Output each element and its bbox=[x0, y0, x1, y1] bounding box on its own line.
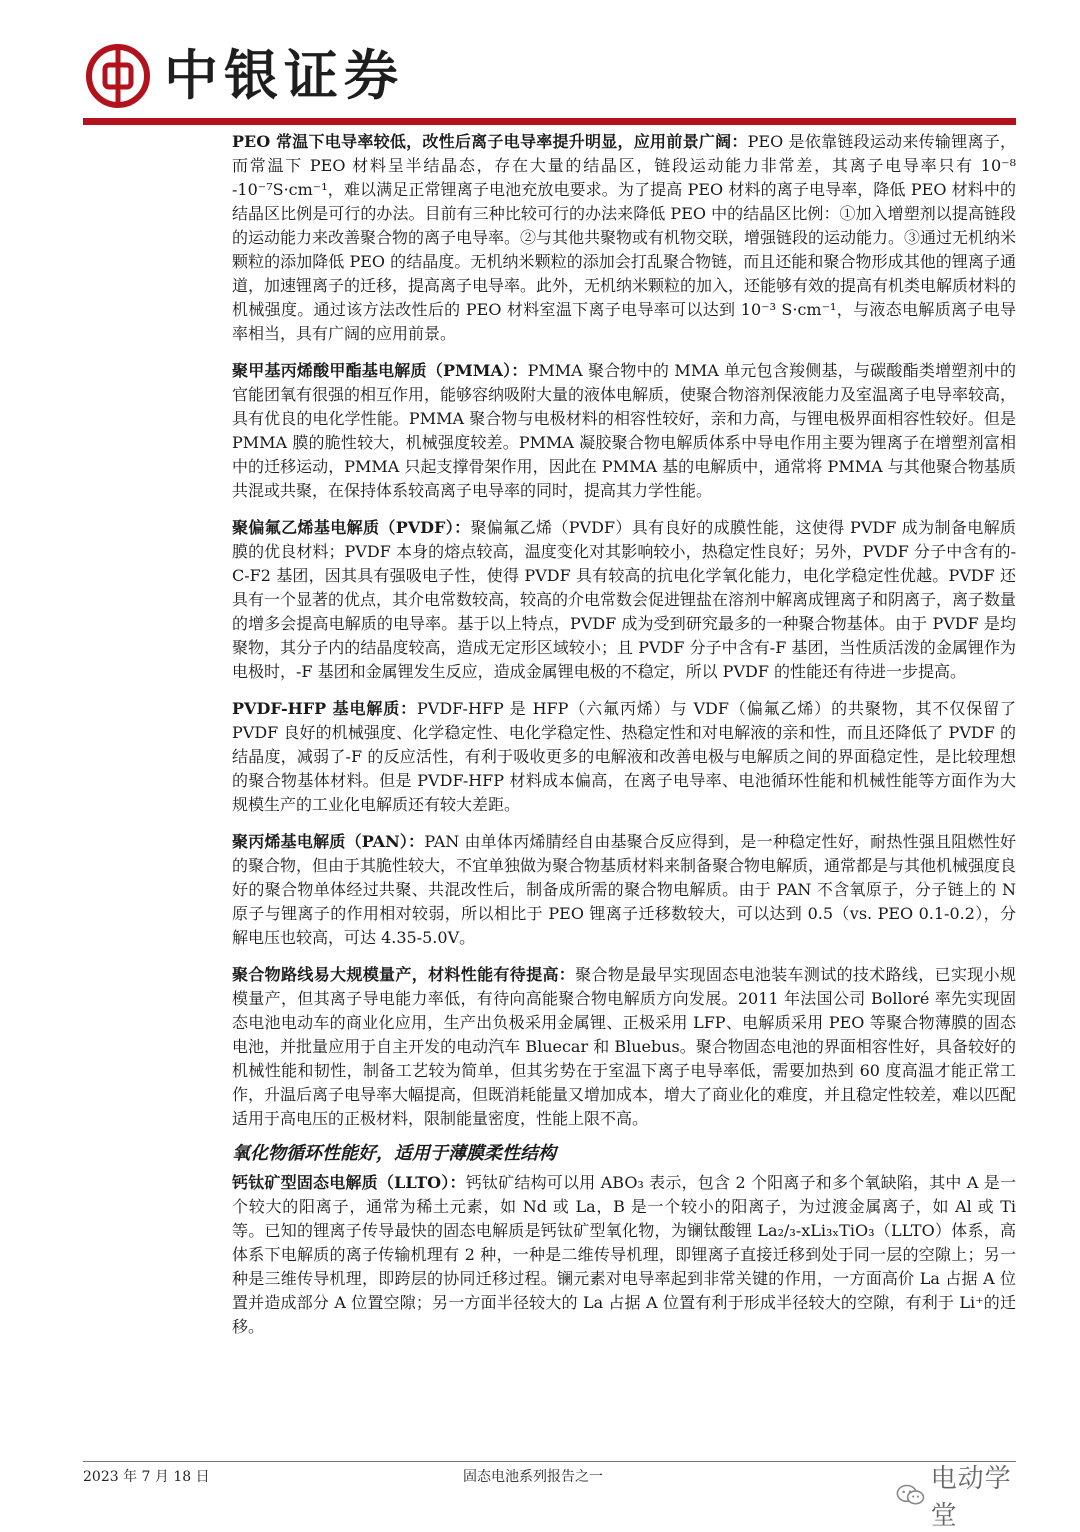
paragraph-pan bbox=[232, 830, 1016, 950]
paragraph-lead: PEO 常温下电导率较低，改性后离子电导率提升明显，应用前景广阔： bbox=[232, 132, 748, 151]
paragraph-text: 聚合物是最早实现固态电池装车测试的技术路线，已实现小规模量产，但其离子导电能力率低，有待向高能聚合物电解质方向发展。2011 年法国公司 Bolloré 率先实现固态电池电动车的商业化应用，生产出负极采用金属锂、正极采用 LFP、电解质采用 PEO 等聚合物薄膜的固态电池，并批量应用于自主开发的电动汽车 Bluecar 和 Bluebus。聚合物固态电池的界面相容性好，具备较好的机械性能和韧性，制备工艺较为简单，但其劣势在于室温下离子电导率低，需要加热到 60 度高温才能正常工作，升温后离子电导率大幅提高，但既消耗能量又增加成本，增大了商业化的难度，并且稳定性较差，难以匹配适用于高电压的正极材料，限制能量密度，性能上限不高。 bbox=[232, 965, 1017, 1128]
paragraph-lead: 聚偏氟乙烯基电解质（PVDF）： bbox=[232, 518, 471, 537]
paragraph-text: 钙钛矿结构可以用 ABO₃ 表示，包含 2 个阳离子和多个氧缺陷，其中 A 是一个较大的阳离子，通常为稀土元素，如 Nd 或 La，B 是一个较小的阳离子，为过渡金属离子，如 Al 或 Ti 等。已知的锂离子传导最快的固态电解质是钙钛矿型氧化物，为镧钛酸锂 La₂/₃-xLi₃ₓTiO₃（LLTO）体系，高体系下电解质的离子传输机理有 2 种，一种是二维传导机理，即锂离子直接迁移到处于同一层的空隙上；另一种是三维传导机理，即跨层的协同迁移过程。镧元素对电导率起到非常关键的作用，一方面高价 La 占据 A 位置并造成部分 A 位置空隙；另一方面半径较大的 La 占据 A 位置有利于形成半径较大的空隙，有利于 Li⁺的迁移。 bbox=[232, 1173, 1016, 1336]
paragraph-lead: 聚甲基丙烯酸甲酯基电解质（PMMA）： bbox=[232, 361, 528, 380]
brand-name: 中银证券 bbox=[164, 44, 404, 107]
page-footer bbox=[83, 1464, 1016, 1531]
paragraph-text: PMMA 聚合物中的 MMA 单元包含羧侧基，与碳酸酯类增塑剂中的官能团氧有很强的相互作用，能够容纳吸附大量的液体电解质，使聚合物溶剂保液能力及室温离子电导率较高，具有优良的电化学性能。PMMA 聚合物与电极材料的相容性较好，亲和力高，与锂电极界面相容性较好。但是 PMMA 膜的脆性较大，机械强度较差。PMMA 凝胶聚合物电解质体系中导电作用主要为锂离子在增塑剂富相中的迁移运动，PMMA 只起支撑骨架作用，因此在 PMMA 基的电解质中，通常将 PMMA 与其他聚合物基质共混或共聚，在保持体系较高离子电导率的同时，提高其力学性能。 bbox=[232, 361, 1017, 500]
report-body bbox=[232, 130, 1016, 1352]
paragraph-text: PAN 由单体丙烯腈经自由基聚合反应得到，是一种稳定性好，耐热性强且阻燃性好的聚合物，但由于其脆性较大，不宜单独做为聚合物基质材料来制备聚合物电解质，通常都是与其他机械强度良好的聚合物单体经过共聚、共混改性后，制备成所需的聚合物电解质。由于 PAN 不含氧原子，分子链上的 N 原子与锂离子的作用相对较弱，所以相比于 PEO 锂离子迁移数较大，可以达到 0.5（vs. PEO 0.1-0.2），分解电压也较高，可达 4.35-5.0V。 bbox=[232, 832, 1017, 947]
paragraph-lead: 聚合物路线易大规模量产，材料性能有待提高： bbox=[232, 965, 576, 984]
paragraph-polymer-summary bbox=[232, 963, 1016, 1131]
brand-logo bbox=[86, 44, 404, 108]
footer-divider bbox=[83, 1461, 1016, 1462]
paragraph-text: PEO 是依靠链段运动来传输锂离子，而常温下 PEO 材料呈半结晶态，存在大量的结晶区，链段运动能力非常差，其离子电导率只有 10⁻⁸ -10⁻⁷S·cm⁻¹，难以满足正常锂离子电池充放电要求。为了提高 PEO 材料的离子电导率，降低 PEO 材料中的结晶区比例是可行的办法。目前有三种比较可行的办法来降低 PEO 中的结晶区比例：①加入增塑剂以提高链段的运动能力来改善聚合物的离子电导率。②与其他共聚物或有机物交联，增强链段的运动能力。③通过无机纳米颗粒的添加降低 PEO 的结晶度。无机纳米颗粒的添加会打乱聚合物链，而且还能和聚合物形成其他的锂离子通道，加速锂离子的迁移，提高离子电导率。此外，无机纳米颗粒的加入，还能够有效的提高有机类电解质材料的机械强度。通过该方法改性后的 PEO 材料室温下离子电导率可以达到 10⁻³ S·cm⁻¹，与液态电解质离子电导率相当，具有广阔的应用前景。 bbox=[232, 132, 1017, 343]
paragraph-lead: 聚丙烯基电解质（PAN）： bbox=[232, 832, 425, 851]
wechat-icon bbox=[895, 1480, 927, 1510]
header-divider bbox=[83, 118, 1016, 125]
page-header bbox=[0, 0, 1080, 130]
paragraph-lead: 钙钛矿型固态电解质（LLTO）： bbox=[232, 1173, 466, 1192]
paragraph-lead: PVDF-HFP 基电解质： bbox=[232, 699, 417, 718]
section-subheading: 氧化物循环性能好，适用于薄膜柔性结构 bbox=[232, 1143, 556, 1164]
paragraph-llto bbox=[232, 1171, 1016, 1339]
paragraph-pvdf bbox=[232, 516, 1016, 684]
bank-of-china-logo-icon bbox=[86, 44, 150, 108]
paragraph-pvdf-hfp bbox=[232, 697, 1016, 817]
report-date: 2023 年 7 月 18 日 bbox=[83, 1469, 210, 1485]
watermark bbox=[895, 1458, 1016, 1532]
paragraph-pmma bbox=[232, 359, 1016, 503]
paragraph-text: PVDF-HFP 是 HFP（六氟丙烯）与 VDF（偏氟乙烯）的共聚物，其不仅保留了 PVDF 良好的机械强度、化学稳定性、电化学稳定性、热稳定性和对电解液的亲和性，而且还降低了 PVDF 的结晶度，减弱了-F 的反应活性，有利于吸收更多的电解液和改善电极与电解质之间的界面稳定性，是比较理想的聚合物基体材料。但是 PVDF-HFP 材料成本偏高，在离子电导率、电池循环性能和机械性能等方面作为大规模生产的工业化电解质还有较大差距。 bbox=[232, 699, 1016, 814]
report-series-title: 固态电池系列报告之一 bbox=[463, 1469, 603, 1485]
paragraph-text: 聚偏氟乙烯（PVDF）具有良好的成膜性能，这使得 PVDF 成为制备电解质膜的优良材料；PVDF 本身的熔点较高，温度变化对其影响较小，热稳定性良好；另外，PVDF 分子中含有的-C-F2 基团，因其具有强吸电子性，使得 PVDF 具有较高的抗电化学氧化能力，电化学稳定性优越。PVDF 还具有一个显著的优点，其介电常数较高，较高的介电常数会促进锂盐在溶剂中解离成锂离子和阴离子，离子数量的增多会提高电解质的电导率。基于以上特点，PVDF 成为受到研究最多的一种聚合物基体。由于 PVDF 是均聚物，其分子内的结晶度较高，造成无定形区域较小；且 PVDF 分子中含有-F 基团，当性质活泼的金属锂作为电极时，-F 基团和金属锂发生反应，造成金属锂电极的不稳定，所以 PVDF 的性能还有待进一步提高。 bbox=[232, 518, 1017, 681]
watermark-text: 电动学堂 bbox=[930, 1464, 1012, 1531]
paragraph-peo bbox=[232, 130, 1016, 346]
